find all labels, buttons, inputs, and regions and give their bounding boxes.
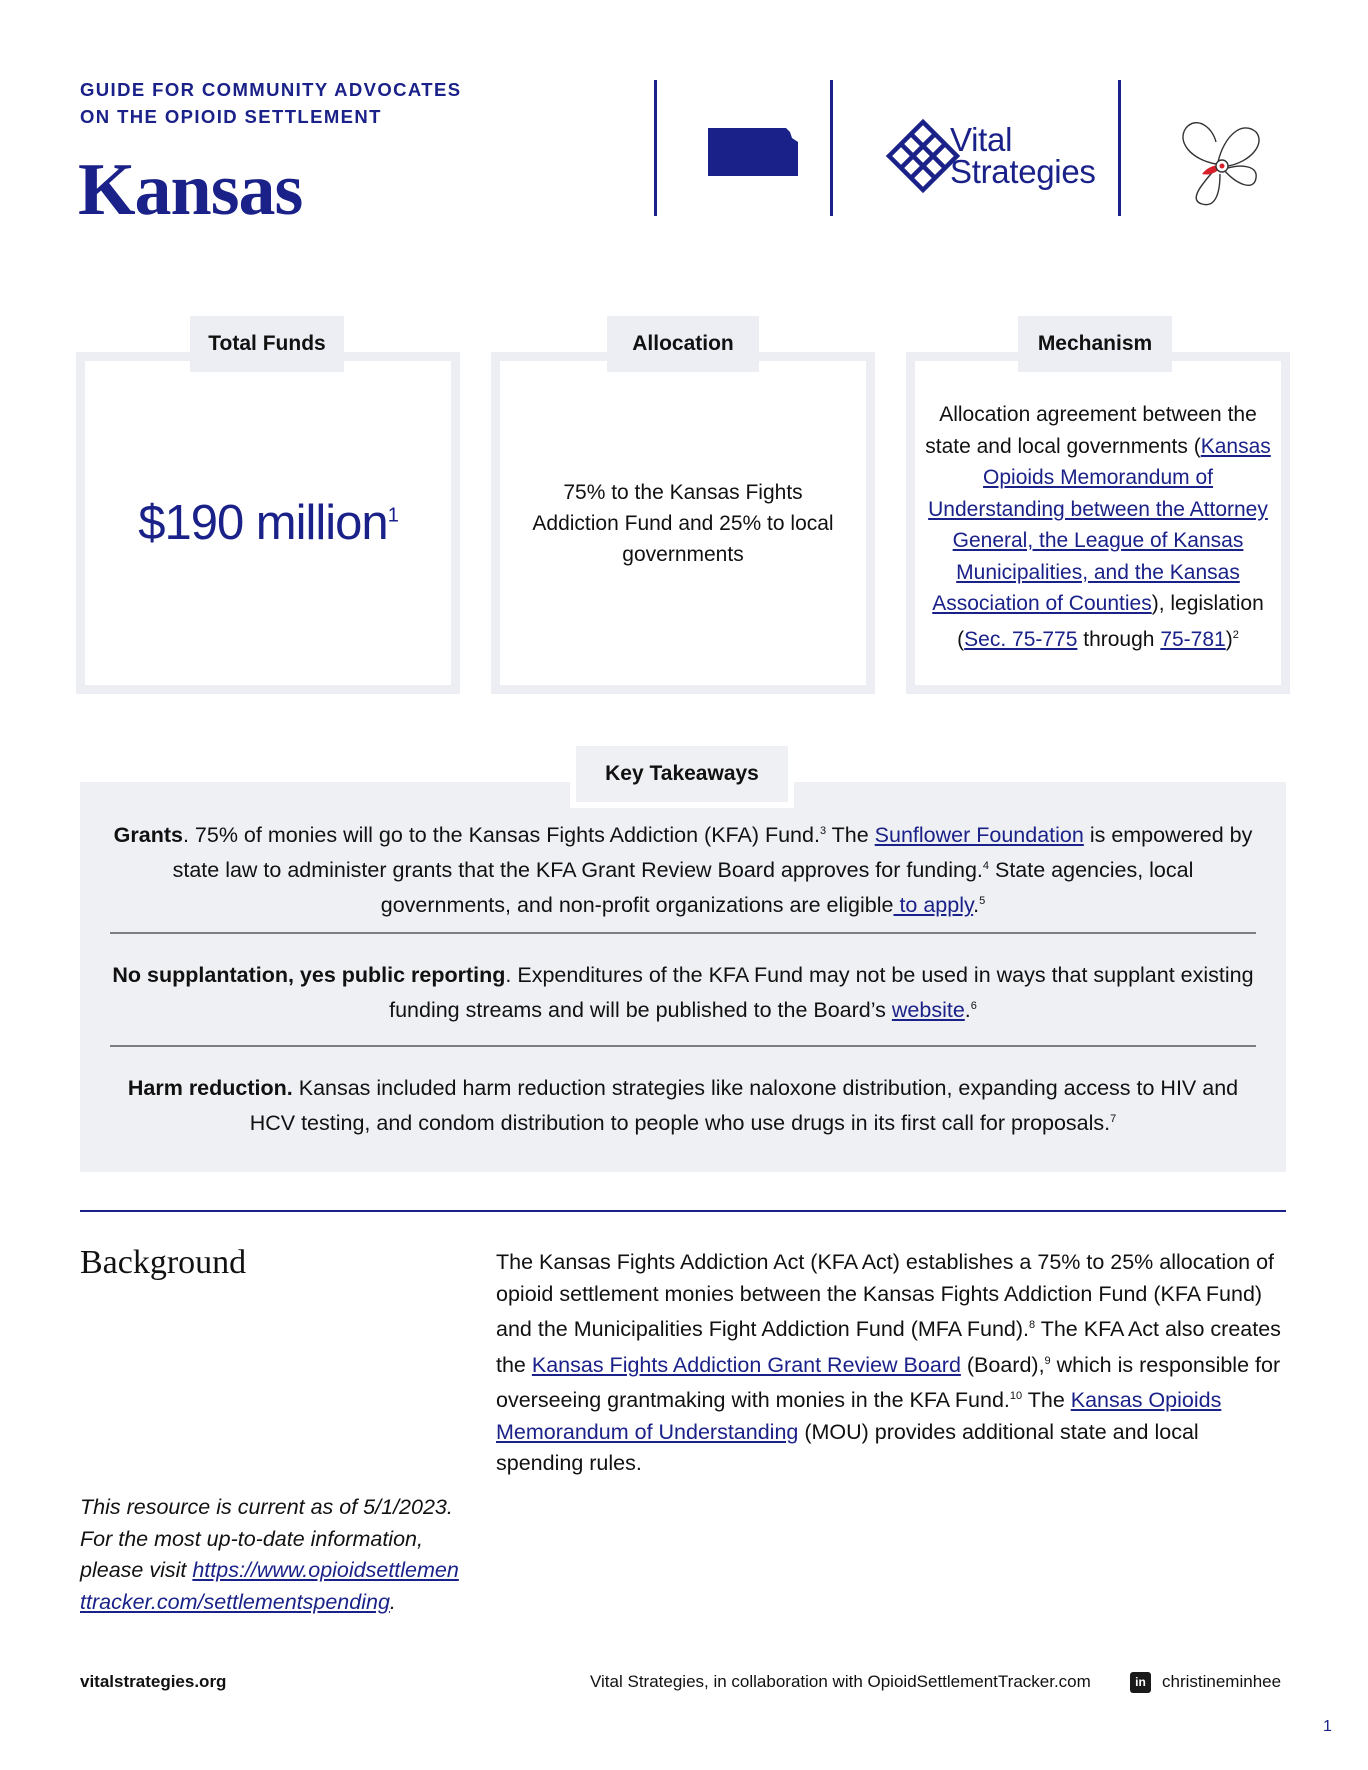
- allocation-label: Allocation: [607, 316, 759, 372]
- total-funds-value: $190 million$^1$: [138, 496, 398, 550]
- board-website-link[interactable]: website: [891, 998, 965, 1023]
- takeaway-grants: Grants. 75% of monies will go to the Kansas Fights Addiction (KFA) Fund.$^3$ The Sunflower Foundation is empowered by state law to administer grants that the KFA Grant Review Board approves for funding.$^4$ State agencies, local governments, and non-profit organizations are eligible to apply.$^5$: [113, 823, 1253, 918]
- mechanism-card: [906, 352, 1290, 694]
- to-apply-link[interactable]: to apply: [893, 893, 974, 918]
- allocation-card: [491, 352, 875, 694]
- footer-site[interactable]: vitalstrategies.org: [80, 1672, 227, 1691]
- currency-note: This resource is current as of 5/1/2023. For the most up-to-date information, please visit https://www.opioidsettlementtracker.com/settlementspending.: [80, 1495, 459, 1614]
- sec-75-775-link[interactable]: Sec. 75-775: [964, 627, 1078, 651]
- eyebrow-line-1: GUIDE FOR COMMUNITY ADVOCATES: [80, 79, 462, 100]
- linkedin-icon[interactable]: in: [1130, 1672, 1151, 1693]
- total-funds-card: [76, 352, 460, 694]
- grant-review-board-link[interactable]: Kansas Fights Addiction Grant Review Board: [531, 1352, 961, 1377]
- background-paragraph: The Kansas Fights Addiction Act (KFA Act) establishes a 75% to 25% allocation of opioid settlement monies between the Kansas Fights Addiction Fund (KFA Fund) and the Municipalities Fight Addiction Fund (MFA Fund).$^8$ The KFA Act also creates the Kansas Fights Addiction Grant Review Board (Board),$^9$ which is responsible for overseeing grantmaking with monies in the KFA Fund.$^{10}$ The Kansas Opioids Memorandum of Understanding (MOU) provides additional state and local spending rules.: [496, 1250, 1281, 1476]
- kansas-mou-link[interactable]: Kansas Opioids Memorandum of Understanding: [496, 1388, 1222, 1444]
- key-takeaways-label: Key Takeaways: [570, 740, 794, 808]
- header-divider: [830, 80, 833, 216]
- footer-linkedin-handle[interactable]: christineminhee: [1162, 1672, 1282, 1691]
- poppy-flower-logo-icon: [1172, 112, 1264, 210]
- takeaway-divider: [110, 1045, 1256, 1047]
- section-divider: [80, 1210, 1286, 1212]
- background-heading: Background: [80, 1244, 247, 1281]
- sunflower-foundation-link[interactable]: Sunflower Foundation: [874, 823, 1084, 848]
- vital-strategies-wordmark: Vital Strategies: [950, 121, 1096, 190]
- sec-75-781-link[interactable]: 75-781: [1160, 627, 1226, 651]
- mechanism-text: Allocation agreement between the state and local governments (Kansas Opioids Memorandum of Understanding between the Attorney General, the League of Kansas Municipalities, and the Kansas Association of Counties), legislation (Sec. 75-775 through 75-781)$^2$: [925, 403, 1271, 651]
- takeaway-harm-reduction: Harm reduction. Kansas included harm reduction strategies like naloxone distribution, expanding access to HIV and HCV testing, and condom distribution to people who use drugs in its first call for proposals.$^7$: [127, 1076, 1239, 1136]
- header-divider: [1118, 80, 1121, 216]
- eyebrow-line-2: ON THE OPIOID SETTLEMENT: [80, 106, 382, 127]
- settlement-tracker-link[interactable]: https://www.opioidsettlementtracker.com/settlementspending: [80, 1558, 459, 1614]
- takeaway-divider: [110, 932, 1256, 934]
- mechanism-label: Mechanism: [1018, 316, 1172, 372]
- mou-link[interactable]: Kansas Opioids Memorandum of Understanding between the Attorney General, the League of Kansas Municipalities, and the Kansas Association of Counties: [928, 434, 1271, 615]
- allocation-text: 75% to the Kansas Fights Addiction Fund and 25% to local governments: [532, 480, 834, 566]
- kansas-state-shape-icon: [706, 126, 800, 178]
- footer-collaboration: Vital Strategies, in collaboration with OpioidSettlementTracker.com: [590, 1672, 1091, 1691]
- total-funds-label: Total Funds: [190, 316, 344, 372]
- guide-eyebrow: [80, 76, 462, 130]
- header-divider: [654, 80, 657, 216]
- page-number: 1: [1323, 1718, 1332, 1735]
- takeaway-supplantation: No supplantation, yes public reporting. Expenditures of the KFA Fund may not be used in ways that supplant existing funding streams and will be published to the Board’s website.$^6$: [112, 963, 1254, 1023]
- page-title: Kansas: [78, 149, 303, 231]
